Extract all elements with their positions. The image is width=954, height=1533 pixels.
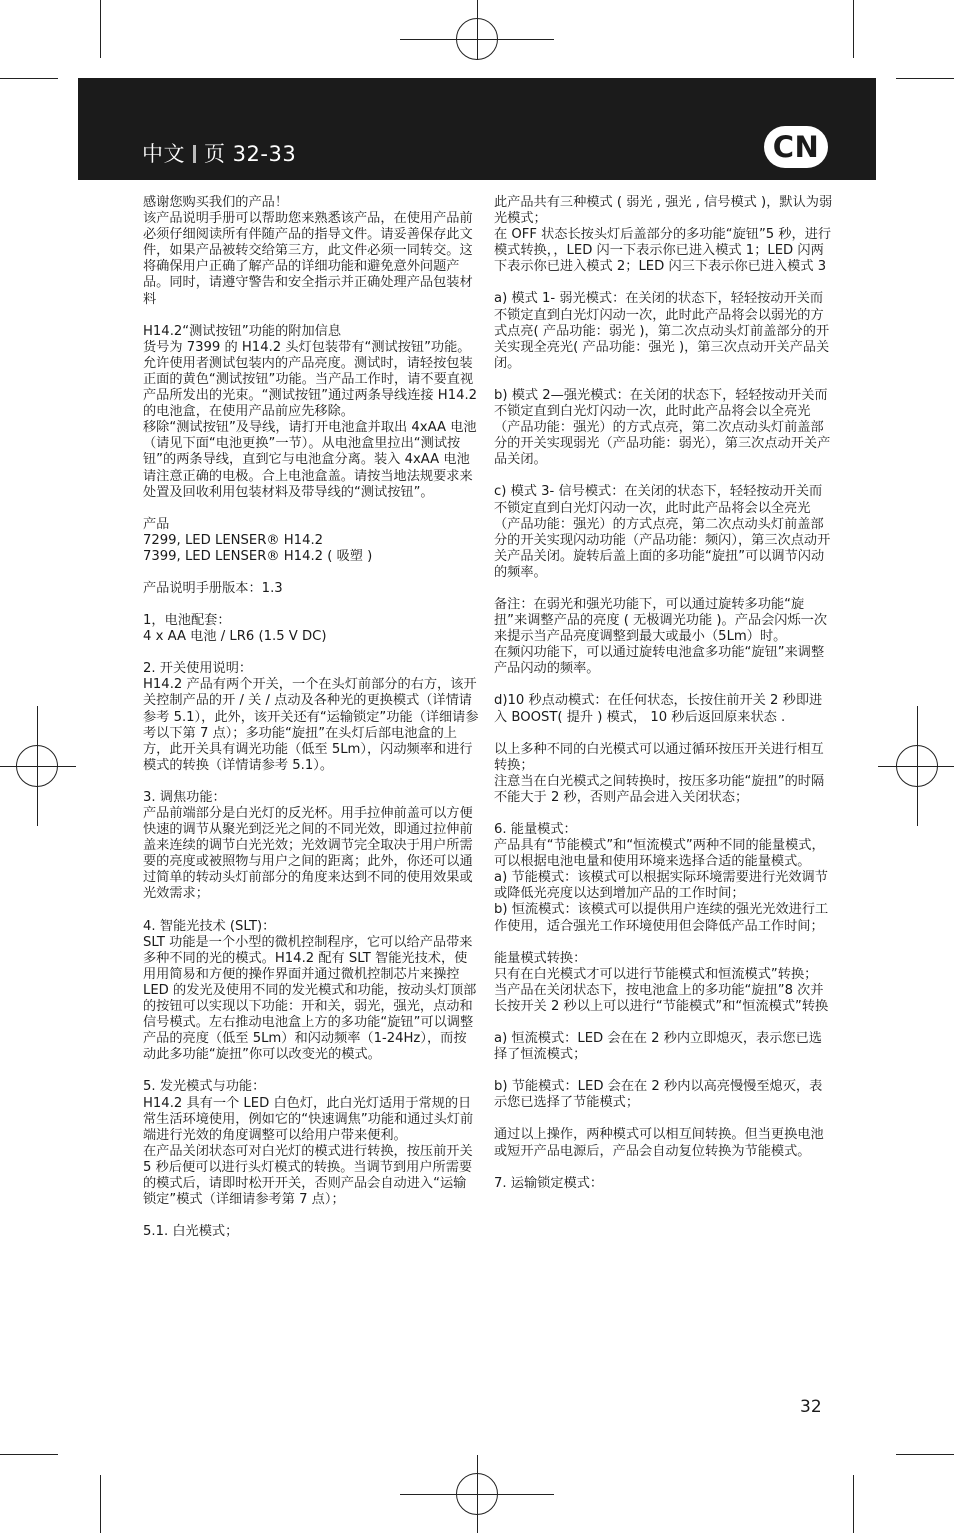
crop-mark — [100, 0, 101, 58]
language-label: 中文 — [142, 142, 185, 166]
paragraph: 4. 智能光技术 (SLT)： SLT 功能是一个小型的微机控制程序，它可以给产品带来多种不同的光的模式。H14.2 配有 SLT 智能光技术，使用用简易和方便的操作界面并通过微机控制芯片来操控 LED 的发光及使用不同的发光模式和功能，按动头灯顶部的按钮可以实现以下功能：开和关，弱光，强光，点动和信号模式。左右推动电池盒上方的多功能“旋钮”可以调整产品的亮度（低至 5Lm）和闪动频率（1-24Hz），而按动此多功能“旋扭”你可以改变光的模式。 — [143, 918, 477, 1063]
paragraph: 备注：在弱光和强光功能下，可以通过旋转多功能“旋扭”来调整产品的亮度 ( 无极调光功能 )。产品会闪烁一次来提示当产品亮度调整到最大或最小（5Lm）时。 在频闪功能下，可以通过旋转电池盒多功能“旋钮”来调整产品闪动的频率。 — [494, 596, 828, 677]
crop-mark — [0, 78, 58, 79]
paragraph: 6. 能量模式： 产品具有“节能模式”和“恒流模式”两种不同的能量模式，可以根据电池电量和使用环境来选择合适的能量模式。 a) 节能模式：该模式可以根据实际环境需要进行光效调节或降低光亮度以达到增加产品的工作时间； b) 恒流模式：该模式可以提供用户连续的强光光效进行工作使用，适合强光工作环境使用但会降低产品工作时间； — [494, 822, 829, 934]
left-column — [143, 195, 479, 1256]
paragraph: 产品 7299, LED LENSER® H14.2 7399, LED LENSER® H14.2 ( 吸塑 ) — [143, 516, 373, 564]
paragraph: 产品说明手册版本：1.3 — [143, 580, 283, 596]
paragraph: 此产品共有三种模式 ( 弱光 , 强光 , 信号模式 )，默认为弱光模式； 在 OFF 状态长按头灯后盖部分的多功能“旋钮”5 秒，进行模式转换，，LED 闪一下表示你已进入模式 1；LED 闪两下表示你已进入模式 2；LED 闪三下表示你已进入模式 3 — [494, 195, 833, 275]
paragraph: 1，电池配套： 4 x AA 电池 / LR6 (1.5 V DC) — [143, 613, 327, 645]
paragraph: a) 模式 1- 弱光模式：在关闭的状态下，轻轻按动开关而不锁定直到白光灯闪动一次，此时此产品将会以弱光的方式点亮( 产品功能：弱光 )，第二次点动头灯前盖部分的开关实现全亮光( 产品功能：强光 )，第三次点动开关产品关闭。 — [494, 291, 830, 371]
crop-mark — [853, 1475, 854, 1533]
page-range-label: 页 32-33 — [204, 142, 297, 166]
crop-mark — [853, 0, 854, 58]
section-heading: 7. 运输锁定模式： — [494, 1175, 604, 1191]
crop-mark — [100, 1475, 101, 1533]
title-divider — [193, 145, 196, 163]
paragraph: H14.2“测试按钮”功能的附加信息 货号为 7399 的 H14.2 头灯包装带有“测试按钮”功能。允许使用者测试包装内的产品亮度。测试时，请轻按包装正面的黄色“测试按钮”功能。当产品工作时，请不要直视产品所发出的光束。“测试按钮”通过两条导线连接 H14.2 的电池盒，在使用产品前应先移除。 移除“测试按钮”及导线，请打开电池盒并取出 4xAA 电池（请见下面“电池更换”一节）。从电池盒里拉出“测试按钮”的两条导线，直到它与电池盒分离。装入 4xAA 电池请注意正确的电极。合上电池盒盖。请按当地法规要求来处置及回收利用包装材料及带导线的“测试按钮”。 — [143, 323, 478, 500]
language-badge: CN — [764, 126, 828, 168]
crop-mark — [896, 78, 954, 79]
paragraph: b) 节能模式：LED 会在在 2 秒内以高亮慢慢至熄灭，表示您已选择了节能模式； — [494, 1079, 823, 1111]
paragraph: 2. 开关使用说明： H14.2 产品有两个开关，一个在头灯前部分的右方，该开关控制产品的开 / 关 / 点动及各种光的更换模式（详情请参考 5.1），此外，该开关还有“运输锁定”功能（详细请参考以下第 7 点）；多功能“旋扭”在头灯后部电池盒的上方，此开关具有调光功能（低至 5Lm），闪动频率和进行模式的转换（详情请参考 5.1）。 — [143, 661, 479, 773]
paragraph: 通过以上操作，两种模式可以相互间转换。但当更换电池或短开产品电源后，产品会自动复位转换为节能模式。 — [494, 1127, 824, 1159]
page-number: 32 — [800, 1397, 822, 1417]
paragraph: 5. 发光模式与功能： H14.2 具有一个 LED 白色灯，此白光灯适用于常规的日常生活环境使用，例如它的“快速调焦”功能和通过头灯前端进行光效的角度调整可以给用户带来便利。 在产品关闭状态可对白光灯的模式进行转换，按压前开关 5 秒后便可以进行头灯模式的转换。当调节到用户所需要的模式后，请即时松开开关，否则产品会自动进入“运输锁定”模式（详细请参考第 7 点）； — [143, 1079, 474, 1208]
crop-mark — [896, 1454, 954, 1455]
header-band — [78, 78, 876, 180]
paragraph: 以上多种不同的白光模式可以通过循环按压开关进行相互转换； 注意当在白光模式之间转换时，按压多功能“旋扭”的时隔不能大于 2 秒，否则产品会进入关闭状态； — [494, 741, 825, 805]
paragraph: a) 恒流模式：LED 会在在 2 秒内立即熄灭，表示您已选择了恒流模式； — [494, 1031, 822, 1063]
paragraph: 3. 调焦功能： 产品前端部分是白光灯的反光杯。用手拉伸前盖可以方便快速的调节从聚光到泛光之间的不同光效，即通过拉伸前盖来连续的调节白光光效；光效调节完全取决于用户所需要的亮度或被照物与用户之间的距离；此外，你还可以通过简单的转动头灯前部分的角度来达到不同的使用效果或光效需求； — [143, 789, 473, 902]
header-title — [142, 138, 296, 168]
section-heading: 5.1. 白光模式； — [143, 1224, 239, 1240]
paragraph: b) 模式 2—强光模式：在关闭的状态下，轻轻按动开关而不锁定直到白光灯闪动一次，此时此产品将会以全亮光（产品功能：强光）的方式点亮，第二次点动头灯前盖部分的开关实现弱光（产品功能：弱光），第三次点动开关产品关闭。 — [494, 387, 831, 468]
paragraph: c) 模式 3- 信号模式：在关闭的状态下，轻轻按动开关而不锁定直到白光灯闪动一次，此时此产品将会以全亮光（产品功能：强光）的方式点亮，第二次点动头灯前盖部分的开关实现闪动功能（产品功能：频闪），第三次点动开关产品关闭。旋转后盖上面的多功能“旋扭”可以调节闪动的频率。 — [494, 484, 831, 580]
right-column — [494, 195, 834, 1208]
paragraph: 感谢您购买我们的产品！ 该产品说明手册可以帮助您来熟悉该产品，在使用产品前必须仔细阅读所有伴随产品的指导文件。请妥善保存此文件，如果产品被转交给第三方，此文件必须一同转交。这将确保用户正确了解产品的详细功能和避免意外问题产品。同时，请遵守警告和安全指示并正确处理产品包装材料 — [143, 195, 473, 307]
crop-mark — [0, 1454, 58, 1455]
paragraph: 能量模式转换： 只有在白光模式才可以进行节能模式和恒流模式”转换； 当产品在关闭状态下，按电池盒上的多功能“旋扭”8 次并长按开关 2 秒以上可以进行“节能模式”和“恒流模式”转换 — [494, 950, 829, 1014]
paragraph: d)10 秒点动模式：在任何状态，长按住前开关 2 秒即进入 BOOST( 提升 ) 模式， 10 秒后返回原来状态 . — [494, 693, 823, 725]
